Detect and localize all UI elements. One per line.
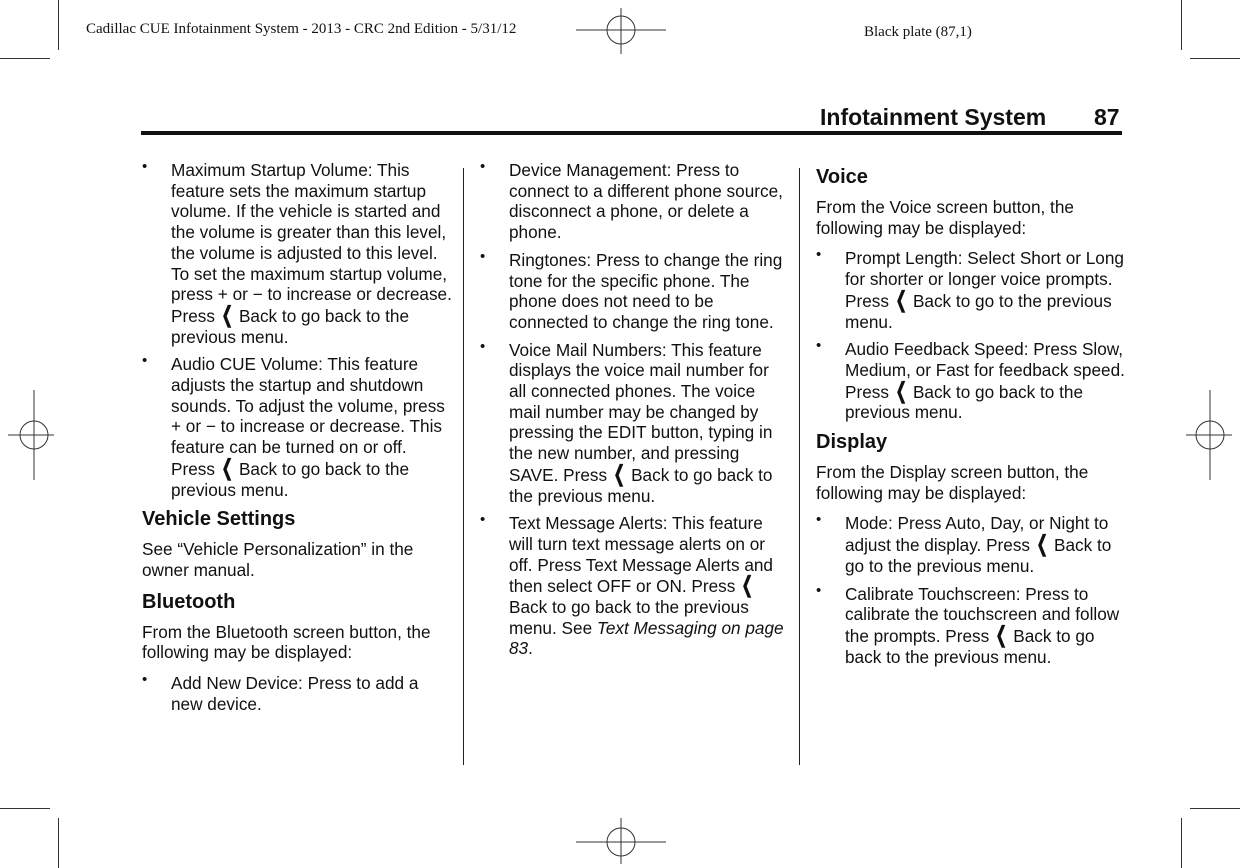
list-item: • Voice Mail Numbers: This feature displays the voice mail number for all connected phones. The voice mail number may be changed by pressing the EDIT button, typing in the new number, and pressing SAVE. Press ❮ Back to go back to the previous menu. xyxy=(480,340,788,507)
crop-mark xyxy=(58,0,59,50)
column-1 xyxy=(142,160,454,721)
back-arrow-icon: ❮ xyxy=(895,286,907,312)
section-heading: Display xyxy=(816,431,888,454)
column-divider xyxy=(463,168,464,765)
list-item: • Audio CUE Volume: This feature adjusts the startup and shutdown sounds. To adjust the volume, press + or − to increase or decrease. This feature can be turned on or off. Press ❮ Back to go back to the previous menu. xyxy=(142,354,454,500)
registration-mark-icon xyxy=(576,8,666,54)
paragraph: From the Display screen button, the following may be displayed: xyxy=(816,462,1089,503)
section-title: Infotainment System xyxy=(820,104,1047,130)
plate-number: Black plate (87,1) xyxy=(864,24,972,40)
list-item: • Calibrate Touchscreen: Press to calibrate the touchscreen and follow the prompts. Press ❮ Back to go back to the previous menu. xyxy=(816,584,1126,668)
back-arrow-icon: ❮ xyxy=(613,460,625,486)
crop-mark xyxy=(1190,808,1240,809)
list-item: • Ringtones: Press to change the ring tone for the specific phone. The phone does not need to be connected to change the ring tone. xyxy=(480,250,788,333)
header-rule xyxy=(141,131,1122,135)
crop-mark xyxy=(58,818,59,868)
back-arrow-icon: ❮ xyxy=(895,377,907,403)
crop-mark xyxy=(1181,818,1182,868)
back-arrow-icon: ❮ xyxy=(741,572,754,598)
bullet-list xyxy=(142,160,454,500)
list-item: • Maximum Startup Volume: This feature sets the maximum startup volume. If the vehicle is started and the volume is greater than this level, the volume is adjusted to this level. To set the maximum startup volume, press + or − to increase or decrease. Press ❮ Back to go back to the previous menu. xyxy=(142,160,454,347)
crop-mark xyxy=(0,58,50,59)
bullet-list xyxy=(142,673,454,714)
list-item: • Add New Device: Press to add a new device. xyxy=(142,673,454,714)
section-heading: Vehicle Settings xyxy=(142,508,296,531)
list-item: • Text Message Alerts: This feature will turn text message alerts on or off. Press Text Message Alerts and then select OFF or ON. Press ❮ Back to go back to the previous menu. See Text Messaging on page 83. xyxy=(480,513,788,659)
list-item: • Mode: Press Auto, Day, or Night to adjust the display. Press ❮ Back to go to the previous menu. xyxy=(816,513,1126,576)
crop-mark xyxy=(1181,0,1182,50)
column-3 xyxy=(816,160,1126,674)
back-arrow-icon: ❮ xyxy=(995,621,1007,647)
section-heading: Bluetooth xyxy=(142,590,236,613)
paragraph: From the Voice screen button, the following may be displayed: xyxy=(816,197,1074,238)
cross-reference-link[interactable]: Text Messaging on page 83 xyxy=(509,617,784,659)
bullet-list xyxy=(480,160,788,659)
registration-mark-icon xyxy=(8,390,54,480)
column-divider xyxy=(799,168,800,765)
list-item: • Prompt Length: Select Short or Long for shorter or longer voice prompts. Press ❮ Back to go to the previous menu. xyxy=(816,248,1126,332)
crop-mark xyxy=(1190,58,1240,59)
registration-mark-icon xyxy=(576,818,666,864)
paragraph: From the Bluetooth screen button, the following may be displayed: xyxy=(142,621,431,663)
back-arrow-icon: ❮ xyxy=(221,454,233,480)
list-item: • Audio Feedback Speed: Press Slow, Medium, or Fast for feedback speed. Press ❮ Back to go back to the previous menu. xyxy=(816,339,1126,423)
registration-mark-icon xyxy=(1186,390,1232,480)
plate-info: Cadillac CUE Infotainment System - 2013 - CRC 2nd Edition - 5/31/12 xyxy=(86,21,517,37)
column-2 xyxy=(480,160,788,666)
crop-mark xyxy=(0,808,50,809)
page-number: 87 xyxy=(1094,104,1120,130)
paragraph: See “Vehicle Personalization” in the owner manual. xyxy=(142,539,414,580)
section-heading: Voice xyxy=(816,166,868,188)
bullet-list xyxy=(816,248,1126,423)
list-item: • Device Management: Press to connect to a different phone source, disconnect a phone, or delete a phone. xyxy=(480,160,788,243)
back-arrow-icon: ❮ xyxy=(1036,531,1048,557)
back-arrow-icon: ❮ xyxy=(221,301,233,327)
bullet-list xyxy=(816,513,1126,667)
